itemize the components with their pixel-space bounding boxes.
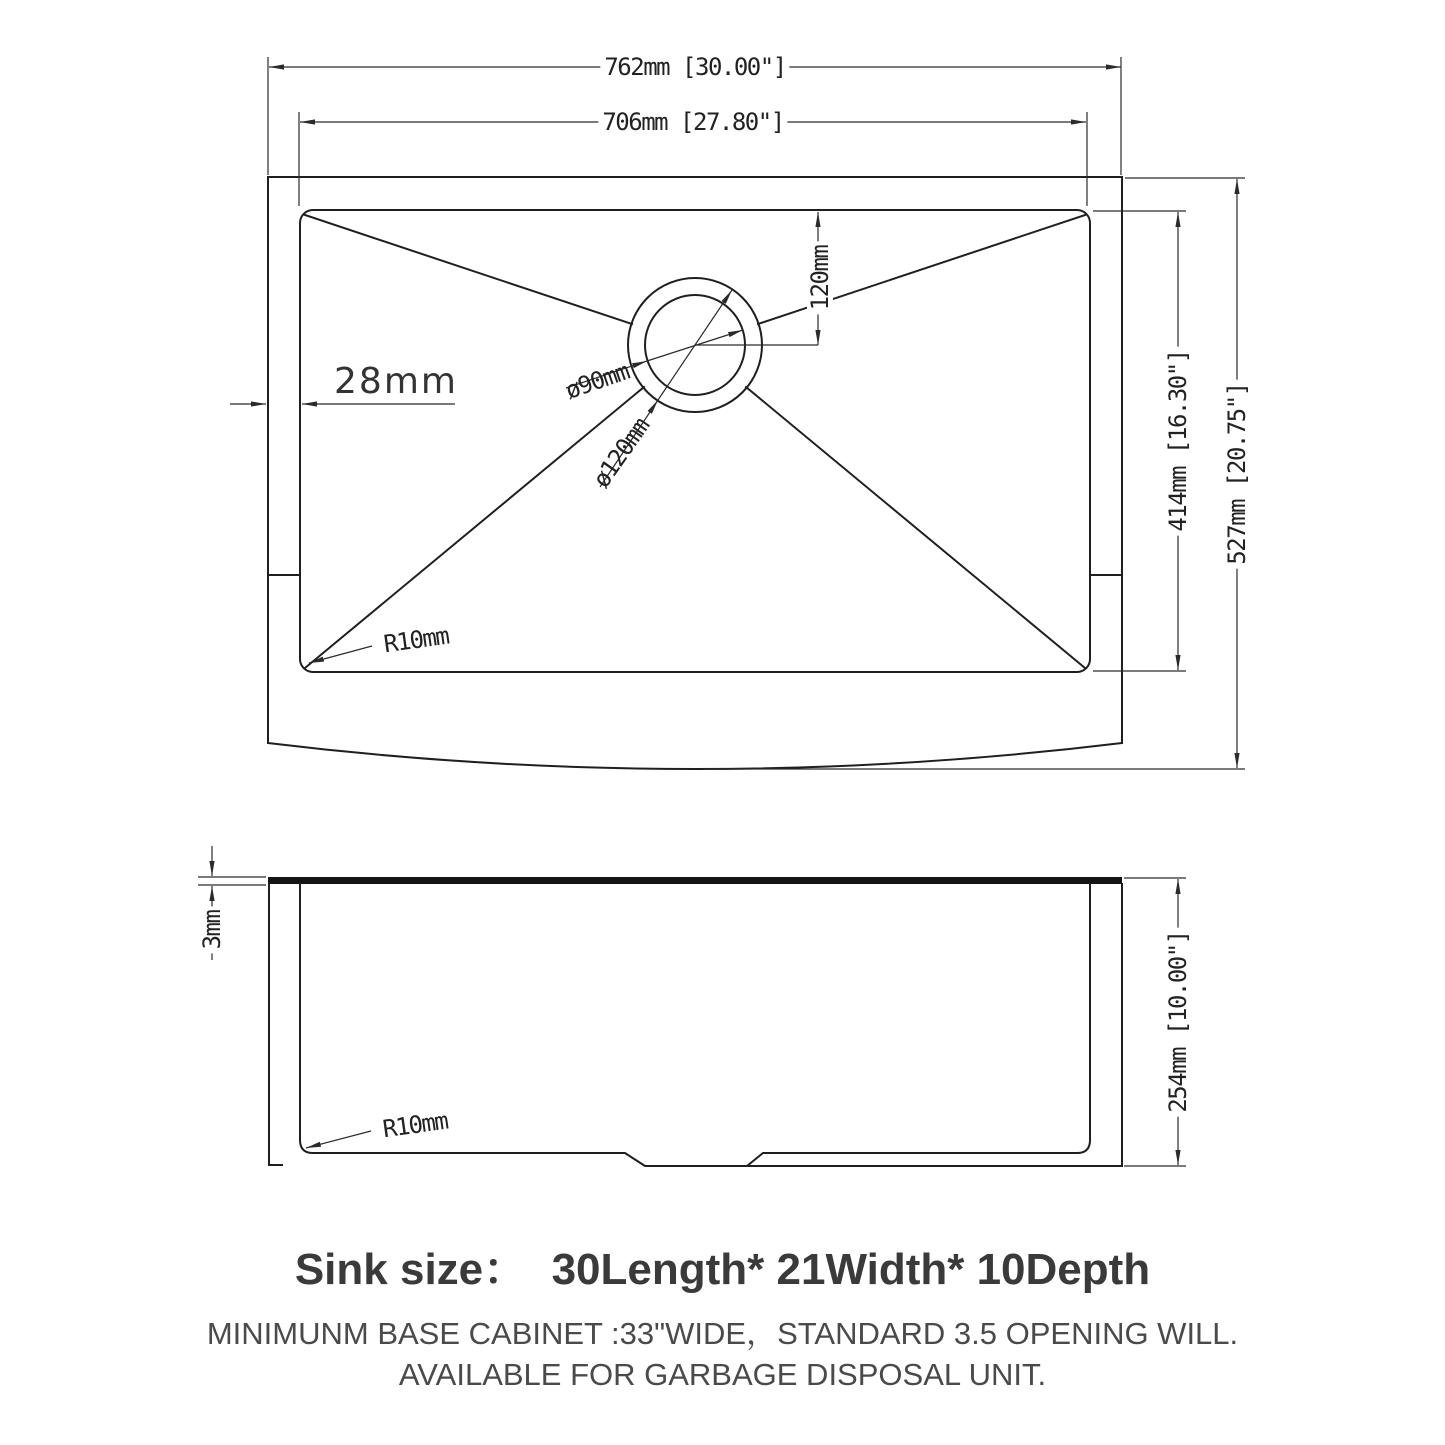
basin-crease-bottom-left	[305, 387, 644, 668]
rim-bar	[268, 877, 1122, 884]
sink-size-title: Sink size： 30Length* 21Width* 10Depth	[294, 1245, 1151, 1294]
rim-width-dim-text: 28mm	[334, 361, 458, 402]
base-cabinet-note: MINIMUNM BASE CABINET :33"WIDE，STANDARD 3.5 OPENING WILL.	[206, 1316, 1239, 1351]
garbage-disposal-note: AVAILABLE FOR GARBAGE DISPOSAL UNIT.	[398, 1357, 1047, 1392]
corner-radius-text-side-view: R10mm	[380, 1106, 450, 1144]
drain-inner-dia-text: ø90mm	[561, 357, 633, 405]
basin-outline	[300, 210, 1090, 672]
bowl-depth-dim-text: 254mm [10.00"]	[1165, 927, 1191, 1116]
overall-depth-dim-text: 527mm [20.75"]	[1224, 379, 1250, 568]
basin-crease-top-left	[305, 215, 632, 324]
top-view	[230, 57, 1245, 769]
basin-crease-bottom-right	[746, 387, 1085, 668]
corner-radius-text-top-view: R10mm	[381, 621, 451, 659]
rim-thickness-dim-text: 3mm	[199, 907, 225, 954]
drain-offset-dim-text: 120mm	[807, 242, 833, 315]
basin-width-dim-text: 706mm [27.80"]	[598, 109, 787, 135]
corner-radius-leader-side-view	[306, 1131, 371, 1148]
apron-front-curve	[268, 743, 1122, 769]
overall-width-dim-text: 762mm [30.00"]	[600, 54, 789, 80]
side-outer-left-wall	[269, 884, 282, 1165]
drain-outer-dia-text: ø120mm	[587, 413, 655, 493]
side-view	[198, 846, 1186, 1166]
basin-depth-dim-text: 414mm [16.30"]	[1165, 346, 1191, 535]
corner-radius-leader-top-view	[309, 646, 372, 663]
